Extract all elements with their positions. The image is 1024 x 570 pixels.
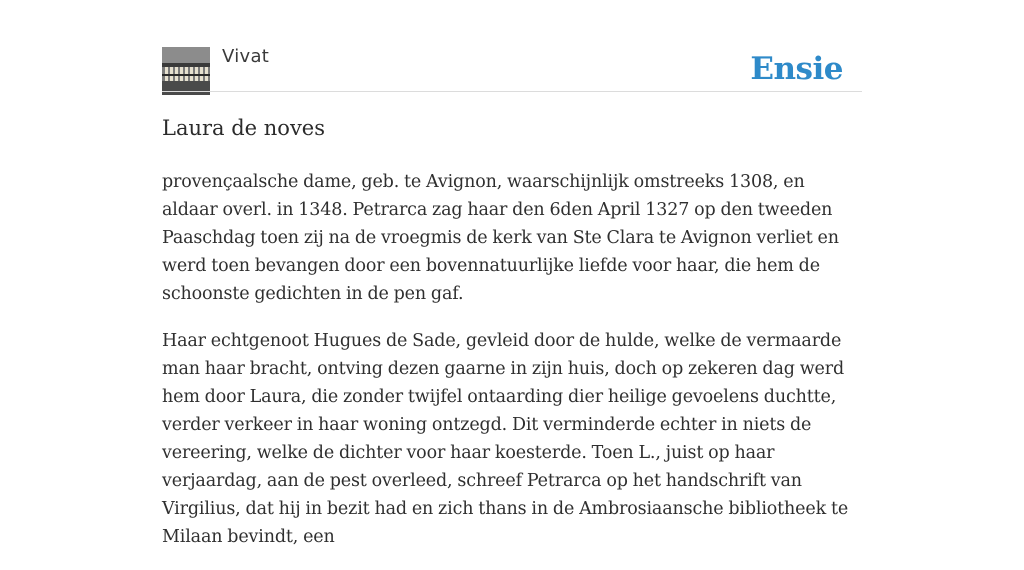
header-divider [162, 91, 862, 92]
typewriter-keys-icon [162, 47, 210, 95]
article-paragraph: Haar echtgenoot Hugues de Sade, gevleid door de hulde, welke de vermaarde man haar bracht, ontving dezen gaarne in zijn huis, doch op zekeren dag werd hem door Laura, die zonder twijfel ontaarding dier heilige gevoelens duchtte, verder verkeer in haar woning ontzegd. Dit verminderde echter in niets de vereering, welke de dichter voor haar koesterde. Toen L., juist op haar verjaardag, aan de pest overleed, schreef Petrarca op het handschrift van Virgilius, dat hij in bezit had en zich thans in de Ambrosiaansche bibliotheek te Milaan bevindt, een [162, 331, 849, 547]
article-paragraph: provençaalsche dame, geb. te Avignon, waarschijnlijk omstreeks 1308, en aldaar overl. in 1348. Petrarca zag haar den 6den April 1327 op den tweeden Paaschdag toen zij na de vroegmis de kerk van Ste Clara te Avignon verliet en werd toen bevangen door een bovennatuurlijke liefde voor haar, die hem de schoonste gedichten in de pen gaf. [162, 172, 839, 304]
article-body [162, 168, 864, 570]
ensie-logo[interactable]: Ensie [750, 51, 843, 87]
author-name[interactable]: Vivat [222, 46, 270, 67]
article-title: Laura de noves [162, 116, 326, 140]
author-avatar[interactable] [162, 47, 210, 95]
